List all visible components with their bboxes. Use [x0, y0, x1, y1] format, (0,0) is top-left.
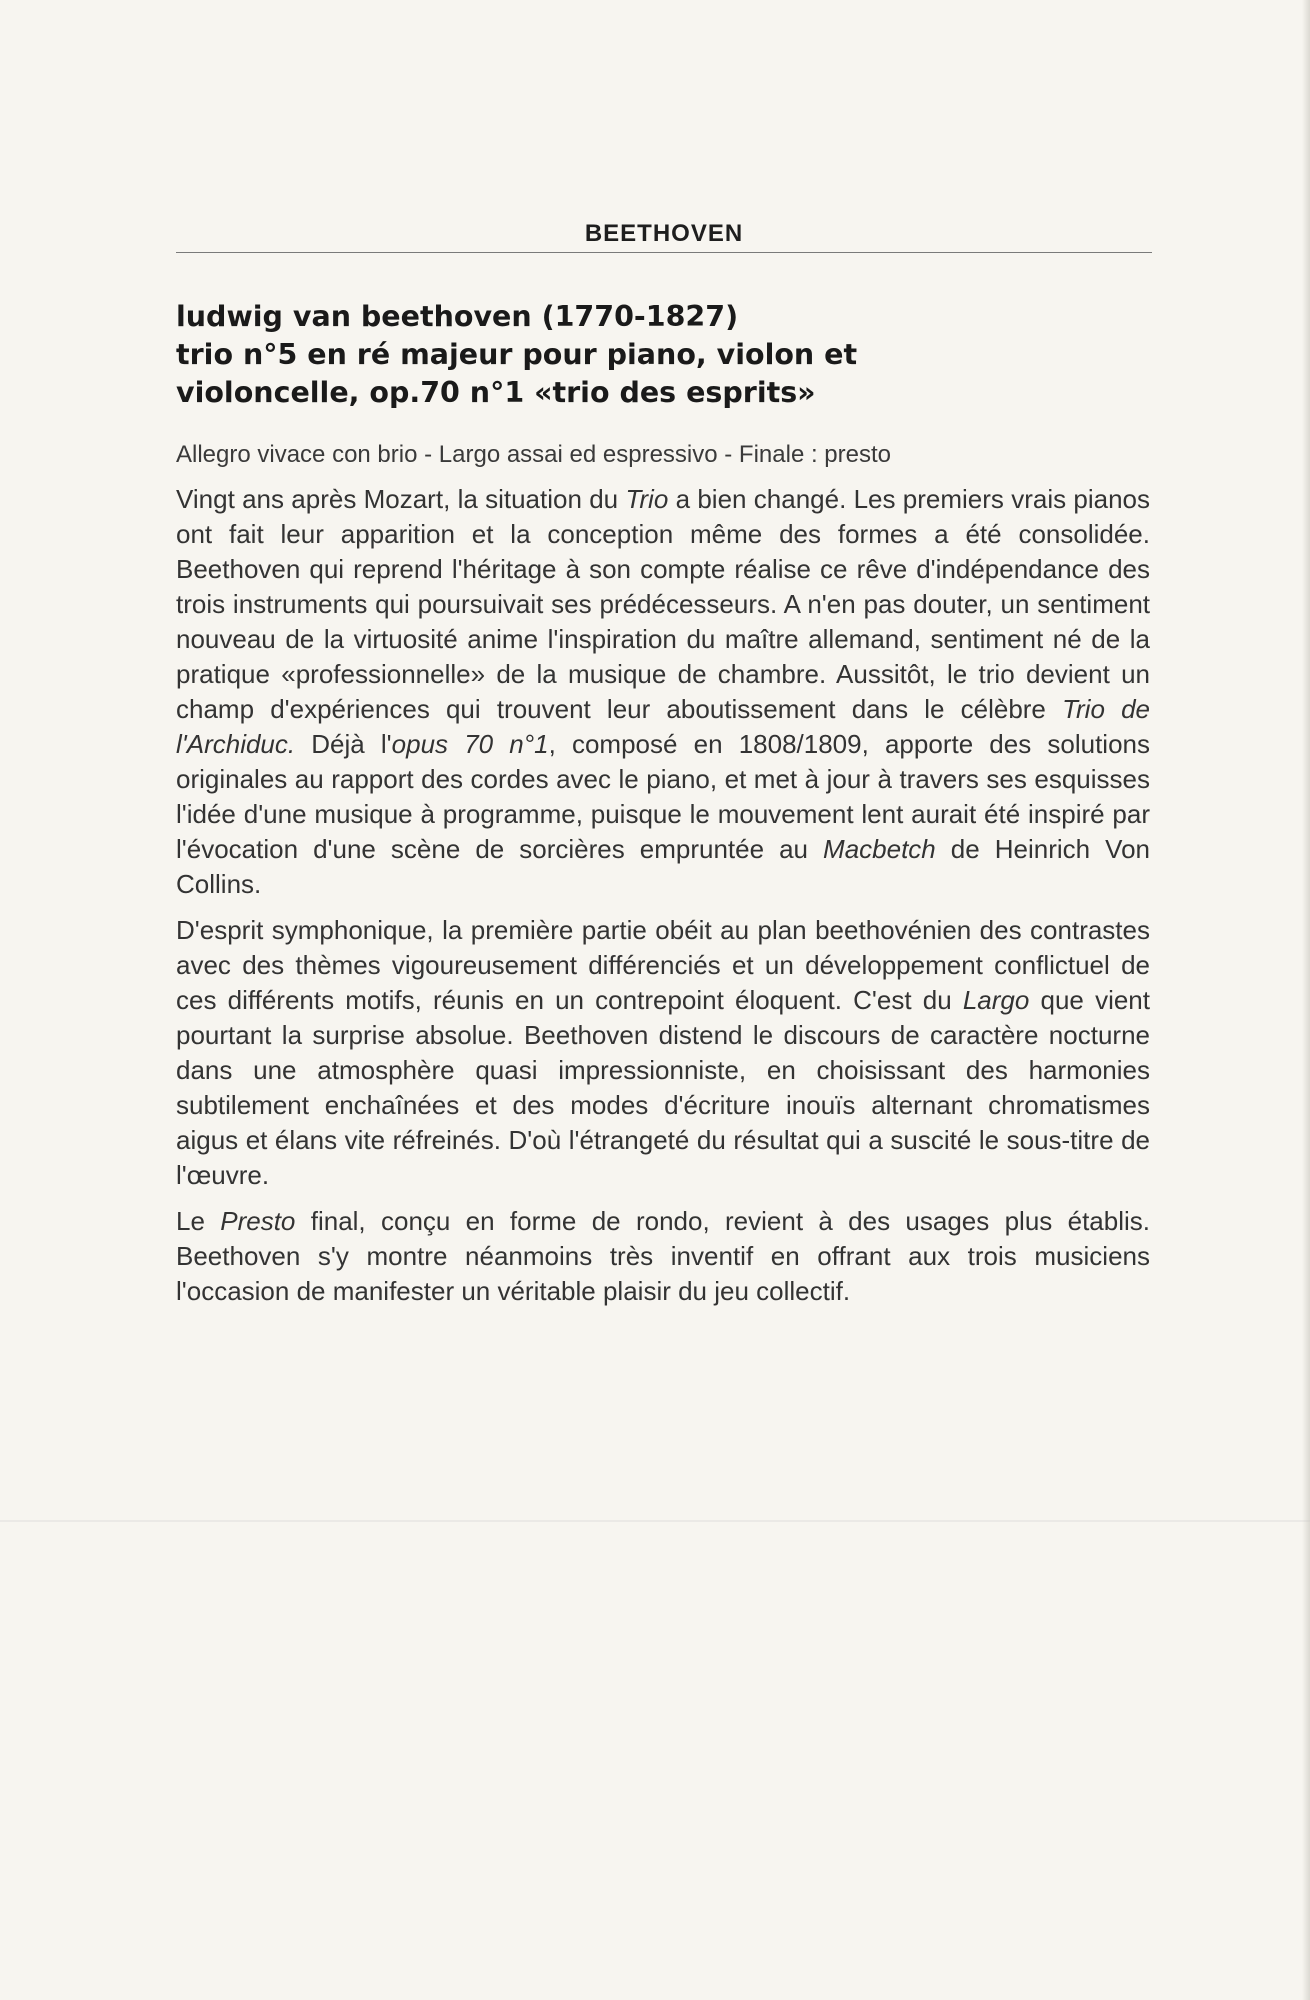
- text: de Heinrich Von Collins.: [176, 834, 1150, 899]
- running-head-title: BEETHOVEN: [584, 220, 744, 247]
- program-notes: [176, 482, 1150, 1320]
- running-header: [176, 218, 1152, 253]
- scan-artifact-line: [0, 1520, 1310, 1522]
- paragraph-1: [176, 482, 1150, 902]
- work-title-italic: Trio de l'Archiduc.: [176, 694, 1150, 759]
- text: Vingt ans après Mozart, la situation du: [176, 484, 626, 514]
- text: a bien changé. Les premiers vrais pianos ont fait leur apparition et la conception même des formes a été consolidée. Beethoven qui reprend l'héritage à son compte réalise ce rêve d'indépendance des trois instruments qui poursuivait ses prédécesseurs. A n'en pas douter, un sentiment nouveau de la virtuosité anime l'inspiration du maître allemand, sentiment né de la pratique «professionnelle» de la musique de chambre. Aussitôt, le trio devient un champ d'expériences qui trouvent leur aboutissement dans le célèbre: [176, 484, 1150, 724]
- text: Déjà l': [295, 729, 392, 759]
- paragraph-2: [176, 913, 1150, 1193]
- composer-line: ludwig van beethoven (1770-1827): [176, 300, 739, 333]
- paragraph-3: [176, 1204, 1150, 1309]
- movement-italic: Largo: [962, 985, 1030, 1015]
- text: final, conçu en forme de rondo, revient à des usages plus établis. Beethoven s'y montre néanmoins très inventif en offrant aux trois musiciens l'occasion de manifester un véritable plaisir du jeu collectif.: [176, 1206, 1150, 1306]
- text: Le: [176, 1206, 221, 1236]
- opus-italic: opus 70 n°1: [391, 729, 549, 759]
- movements-list: Allegro vivace con brio - Largo assai ed espressivo - Finale : presto: [176, 441, 892, 468]
- page-edge-shadow: [1302, 0, 1310, 2000]
- text: D'esprit symphonique, la première partie obéit au plan beethovénien des contrastes avec des thèmes vigoureusement différenciés et un développement conflictuel de ces différents motifs, réunis en un contrepoint éloquent. C'est du: [176, 915, 1150, 1015]
- work-title-line-2: violoncelle, op.70 n°1 «trio des esprits»: [176, 376, 816, 409]
- text: , composé en 1808/1809, apporte des solutions originales au rapport des cordes avec le piano, et met à jour à travers ses esquisses l'idée d'une musique à programme, puisque le mouvement lent aurait été inspiré par l'évocation d'une scène de sorcières empruntée au: [176, 729, 1150, 864]
- movement-italic: Presto: [220, 1206, 296, 1236]
- work-title-line-1: trio n°5 en ré majeur pour piano, violon et: [176, 338, 858, 371]
- work-title-italic: Macbetch: [823, 834, 936, 864]
- piece-title: [176, 298, 1152, 412]
- work-title-italic: Trio: [625, 484, 669, 514]
- text: que vient pourtant la surprise absolue. Beethoven distend le discours de caractère nocturne dans une atmosphère quasi impressionniste, en choisissant des harmonies subtilement enchaînées et des modes d'écriture inouïs alternant chromatismes aigus et élans vite réfreinés. D'où l'étrangeté du résultat qui a suscité le sous-titre de l'œuvre.: [176, 985, 1150, 1190]
